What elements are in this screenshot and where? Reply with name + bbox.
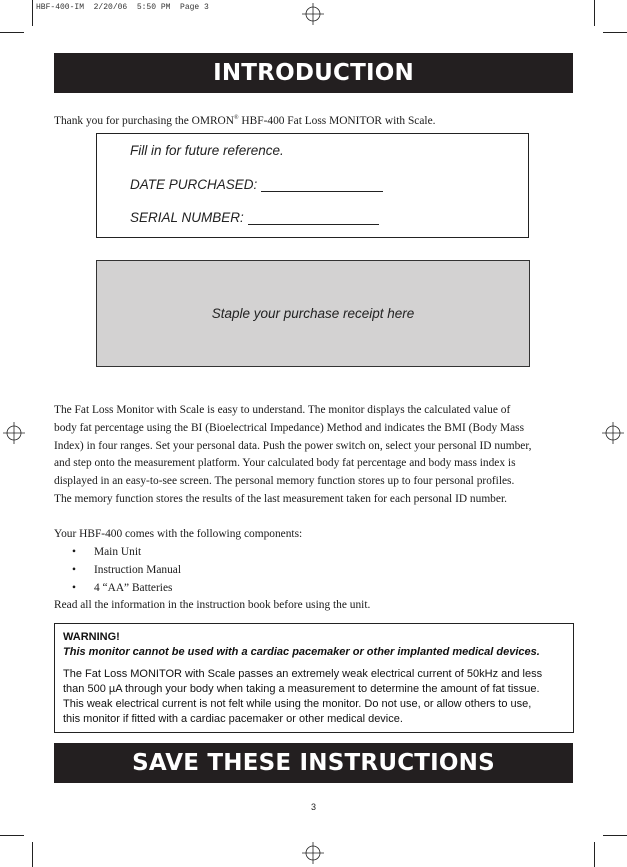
description-line: body fat percentage using the BI (Bioelectrical Impedance) Method and indicates the BMI (Body Mass bbox=[54, 421, 525, 434]
receipt-box: Staple your purchase receipt here bbox=[96, 260, 530, 367]
description-line: and step onto the measurement platform. Your calculated body fat percentage and body mass index is bbox=[54, 457, 516, 470]
description-line: The Fat Loss Monitor with Scale is easy to understand. The monitor displays the calculated value of bbox=[54, 404, 511, 416]
warning-line: than 500 µA through your body when taking a measurement to determine the amount of fat tissue. bbox=[63, 683, 540, 695]
registration-mark-right-icon bbox=[602, 422, 624, 444]
bullet: • bbox=[72, 564, 76, 576]
warning-body bbox=[63, 667, 565, 727]
intro-text-before: Thank you for purchasing the OMRON bbox=[54, 114, 235, 127]
components-intro: Your HBF-400 comes with the following components: bbox=[54, 528, 303, 540]
crop-mark-top-left-vertical bbox=[32, 0, 33, 26]
intro-text-after: HBF-400 Fat Loss MONITOR with Scale. bbox=[238, 114, 436, 127]
date-purchased-row bbox=[130, 177, 383, 192]
description-paragraph bbox=[54, 402, 532, 509]
list-item-label: 4 “AA” Batteries bbox=[94, 582, 173, 594]
registration-mark-bottom-icon bbox=[302, 842, 324, 864]
warning-subtitle: This monitor cannot be used with a cardiac pacemaker or other implanted medical devices. bbox=[63, 646, 540, 658]
list-item-label: Main Unit bbox=[94, 546, 142, 558]
page-title: INTRODUCTION bbox=[54, 53, 573, 93]
save-instructions-banner: SAVE THESE INSTRUCTIONS bbox=[54, 743, 573, 783]
reference-heading: Fill in for future reference. bbox=[130, 143, 284, 158]
crop-mark-left-upper-horizontal bbox=[0, 32, 24, 33]
page-number: 3 bbox=[310, 802, 316, 812]
warning-line: This weak electrical current is not felt while using the monitor. Do not use, or allow others to use, bbox=[63, 698, 532, 710]
description-line: The memory function stores the results of the last measurement taken for each personal ID number. bbox=[54, 492, 507, 505]
crop-mark-right-upper-horizontal bbox=[603, 32, 627, 33]
warning-box bbox=[54, 623, 574, 733]
list-item-label: Instruction Manual bbox=[94, 564, 181, 576]
serial-number-row bbox=[130, 210, 379, 225]
warning-line: this monitor if fitted with a cardiac pacemaker or other medical device. bbox=[63, 713, 403, 725]
registered-mark: ® bbox=[234, 115, 239, 121]
crop-mark-top-right-vertical bbox=[594, 0, 595, 26]
print-slug: HBF-400-IM 2/20/06 5:50 PM Page 3 bbox=[36, 3, 209, 12]
warning-line: The Fat Loss MONITOR with Scale passes an extremely weak electrical current of 50kHz and less bbox=[63, 668, 543, 680]
date-purchased-label: DATE PURCHASED: bbox=[130, 177, 258, 192]
registration-mark-top-icon bbox=[302, 3, 324, 25]
serial-number-blank[interactable] bbox=[248, 210, 379, 225]
description-line: Index) in four ranges. Set your personal data. Push the power switch on, select your personal ID number, bbox=[54, 439, 532, 452]
registration-mark-left-icon bbox=[3, 422, 25, 444]
reference-box bbox=[96, 133, 529, 238]
description-line: displayed in an easy-to-see screen. The personal memory function stores up to four personal profiles. bbox=[54, 475, 515, 488]
bullet: • bbox=[72, 546, 76, 558]
crop-mark-bottom-right-vertical bbox=[594, 842, 595, 867]
crop-mark-right-lower-horizontal bbox=[603, 835, 627, 836]
serial-number-label: SERIAL NUMBER: bbox=[130, 210, 244, 225]
date-purchased-blank[interactable] bbox=[261, 177, 383, 192]
crop-mark-bottom-left-vertical bbox=[32, 842, 33, 867]
intro-text bbox=[54, 110, 436, 131]
bullet: • bbox=[72, 582, 76, 594]
warning-title: WARNING! bbox=[63, 631, 120, 643]
components-footer: Read all the information in the instruction book before using the unit. bbox=[54, 599, 371, 611]
crop-mark-left-lower-horizontal bbox=[0, 835, 24, 836]
